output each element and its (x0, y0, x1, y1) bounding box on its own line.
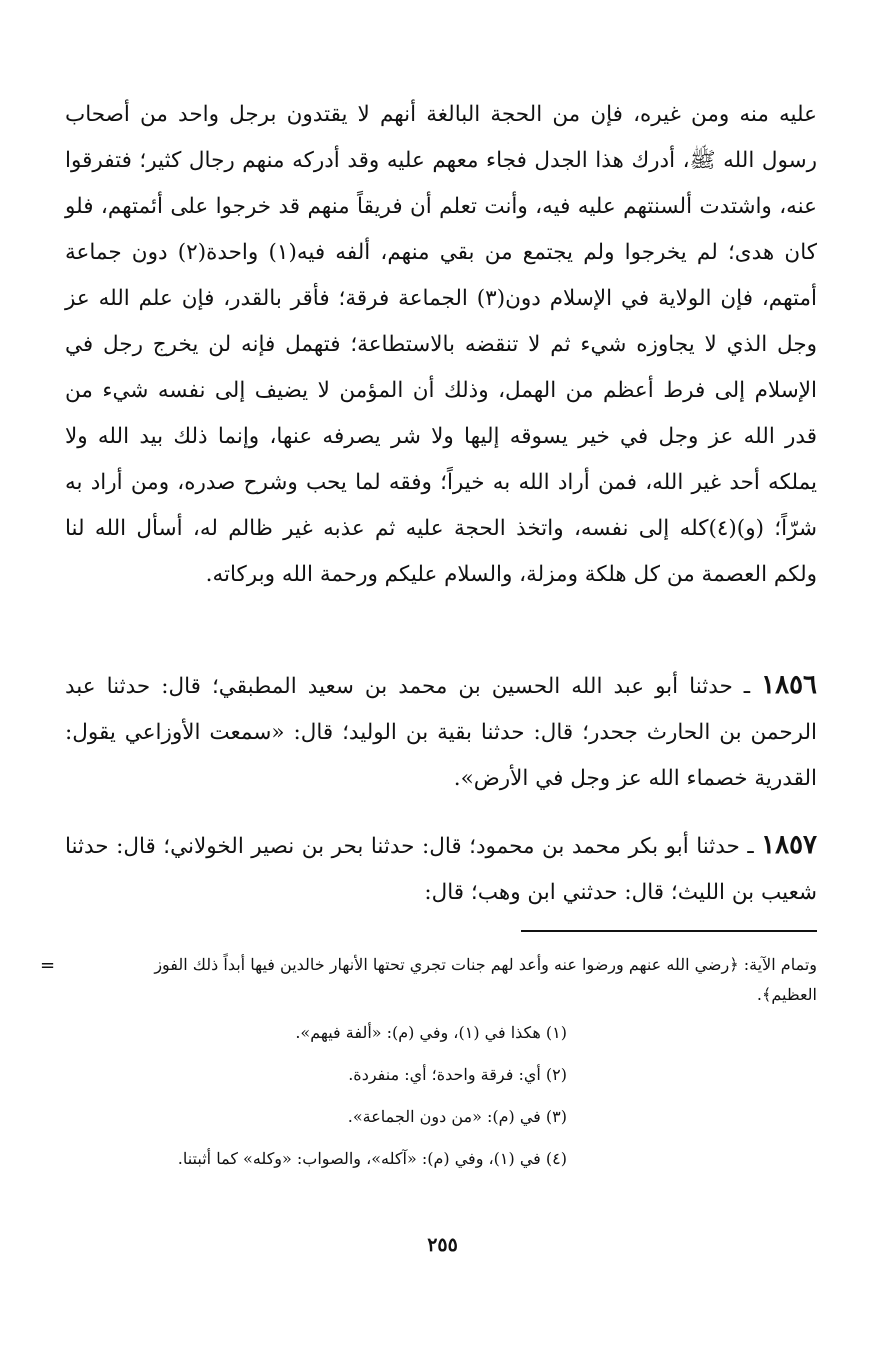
hadith-text: ـ حدثنا أبو بكر محمد بن محمود؛ قال: حدثنا بحر بن نصير الخولاني؛ قال: حدثنا شعيب بن الليث؛ قال: حدثني ابن وهب؛ قال: (65, 834, 817, 905)
page-number: ٢٥٥ (427, 1234, 458, 1256)
footnote-continuation-marker: = (40, 955, 56, 976)
footnote-item: (٢) أي: فرقة واحدة؛ أي: منفردة. (348, 1065, 567, 1084)
footnote-list (97, 1018, 817, 1174)
footnotes-section (97, 950, 817, 1186)
footnote-item: (٣) في (م): «من دون الجماعة». (347, 1107, 567, 1126)
hadith-number: ١٨٥٧ (761, 830, 817, 860)
footnote-continuation: وتمام الآية: ﴿رضي الله عنهم ورضوا عنه وأعد لهم جنات تجري تحتها الأنهار خالدين فيها أبداً ذلك الفوز العظيم﴾. (154, 955, 817, 1004)
footnote-item: (٤) في (١)، وفي (م): «آكله»، والصواب: «وكله» كما أثبتنا. (177, 1149, 567, 1168)
hadith-1857 (65, 822, 817, 916)
hadith-number: ١٨٥٦ (761, 670, 817, 700)
footnote-item: (١) هكذا في (١)، وفي (م): «ألفة فيهم». (295, 1023, 567, 1042)
hadith-1856 (65, 662, 817, 802)
footnote-divider (521, 930, 817, 932)
hadith-text: ـ حدثنا أبو عبد الله الحسين بن محمد بن سعيد المطبقي؛ قال: حدثنا عبد الرحمن بن الحارث جحدر؛ قال: حدثنا بقية بن الوليد؛ قال: «سمعت الأوزاعي يقول: القدرية خصماء الله عز وجل في الأرض». (65, 674, 817, 791)
main-text-paragraph: عليه منه ومن غيره، فإن من الحجة البالغة أنهم لا يقتدون برجل واحد من أصحاب رسول الله ﷺ، أدرك هذا الجدل فجاء معهم عليه وقد أدركه منهم رجال كثير؛ فتفرقوا عنه، واشتدت ألسنتهم عليه فيه، وأنت تعلم أن فريقاً منهم قد خرجوا على أئمتهم، فلو كان هدى؛ لم يخرجوا ولم يجتمع من بقي منهم، ألفه فيه(١) واحدة(٢) دون جماعة أمتهم، فإن الولاية في الإسلام دون(٣) الجماعة فرقة؛ فأقر بالقدر، فإن علم الله عز وجل الذي لا يجاوزه شيء ثم لا تنقضه بالاستطاعة؛ فتهمل فإنه لن يخرج رجل في الإسلام إلى فرط أعظم من الهمل، وذلك أن المؤمن لا يضيف إلى نفسه شيء من قدر الله عز وجل في خير يسوقه إليها ولا شر يصرفه عنها، وإنما ذلك بيد الله ولا يملكه أحد غير الله، فمن أراد الله به خيراً؛ وفقه لما يحب وشرح صدره، ومن أراد به شرّاً؛ (و)(٤)كله إلى نفسه، واتخذ الحجة عليه ثم عذبه غير ظالم له، أسأل الله لنا ولكم العصمة من كل هلكة ومزلة، والسلام عليكم ورحمة الله وبركاته. (65, 102, 818, 587)
